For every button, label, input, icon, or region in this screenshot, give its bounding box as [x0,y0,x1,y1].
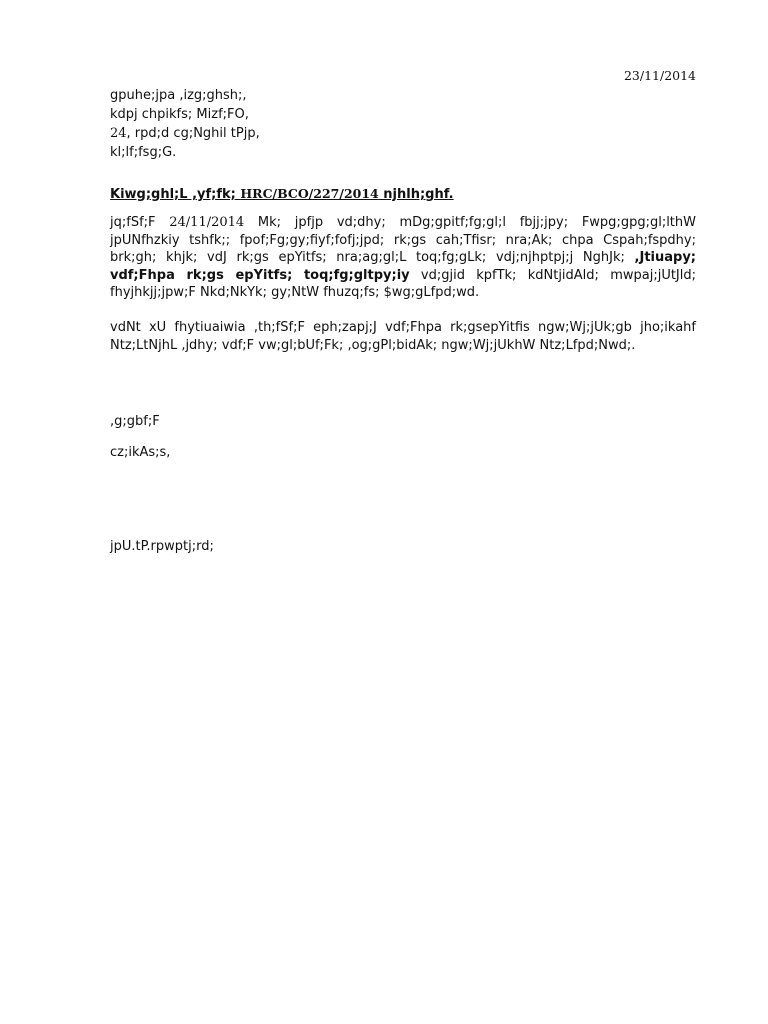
subject-prefix: Kiwg;ghl;L ,yf;fk; [110,187,241,202]
para1-mid: Mk; jpfjp vd;dhy; mDg;gpitf;fg;gl;l fbjj;jpy; Fwpg;gpg;gl;lthW jpUNfhzkiy tshfk;; fpof;Fg;gy;fiyf;fofj;jpd; rk;gs cah;Tfisr; nra;Ak; chpa Cspah;fspdhy; brk;gh; khjk; vdJ rk;gs epYitfs; nra;ag;gl;L toq;fg;gLk; vdj;njhptpj;j NghJk; [110,215,696,265]
address-number: 24 [110,126,127,141]
address-line-3-text: , rpd;d cg;Nghil tPjp, [126,126,260,141]
para1-end: vd;gjid kpfTk; kdNtjidAld; mwpaj;jUtJld; fhyjhkjj;jpw;F Nkd;NkYk; gy;NtW fhuzq;fs; $wg;gLfpd;wd. [110,267,697,300]
subject-reference: HRC/BCO/227/2014 [240,186,379,201]
closing-salutation: ,g;gbf;F [110,414,160,429]
para1-start: jq;fSf;F [110,215,170,230]
address-line-3 [110,124,696,143]
body-paragraph-1 [110,214,696,302]
address-line-4: kl;lf;fsg;G. [110,145,177,160]
letter-date: 23/11/2014 [623,68,696,83]
recipient-address [110,86,696,162]
sender-name: jpU.tP.rpwptj;rd; [110,539,214,554]
address-line-2: kdpj chpikfs; Mizf;FO, [110,107,249,122]
address-line-1: gpuhe;jpa ,izg;ghsh;, [110,88,247,103]
para1-date: 24/11/2014 [169,215,245,230]
subject-suffix: njhlh;ghf. [378,187,454,202]
letter-subject [110,186,696,202]
closing-yours-faithfully: cz;ikAs;s, [110,445,171,460]
body-paragraph-2: vdNt xU fhytiuaiwia ,th;fSf;F eph;zapj;J vdf;Fhpa rk;gsepYitfis ngw;Wj;jUk;gb jho;ikahf Ntz;LtNjhL ,jdhy; vdf;F vw;gl;bUf;Fk; ,og;gPl;bidAk; ngw;Wj;jUkhW Ntz;Lfpd;Nwd;. [110,320,696,353]
para1-bold: ,Jtiuapy; vdf;Fhpa rk;gs epYitfs; toq;fg;gltpy;iy [110,250,696,283]
